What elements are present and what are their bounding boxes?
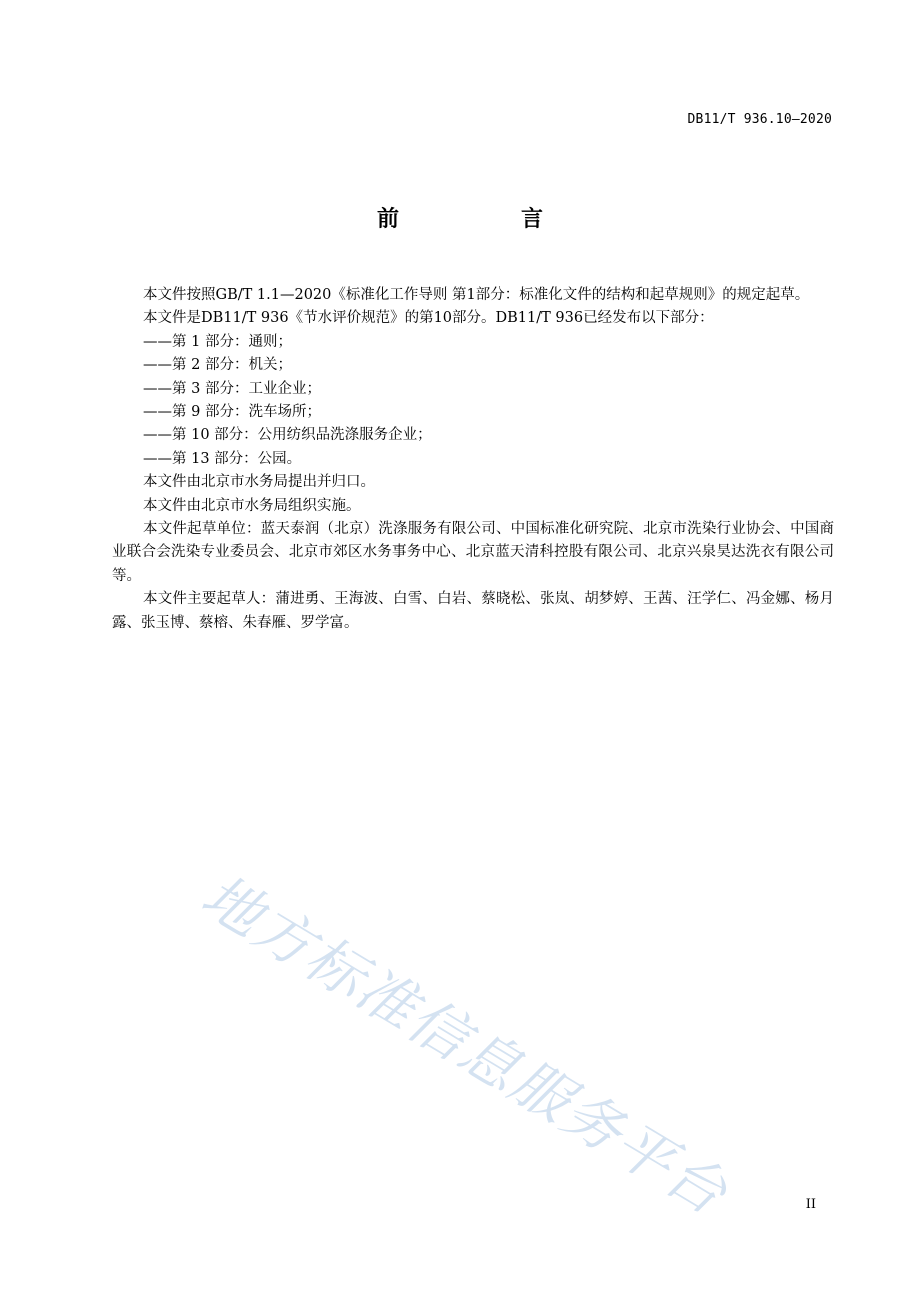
paragraph-drafters: 本文件主要起草人：蒲进勇、王海波、白雪、白岩、蔡晓松、张岚、胡梦婷、王茜、汪学仁、冯金娜、杨月露、张玉博、蔡榕、朱春雁、罗学富。 (112, 591, 834, 631)
list-item: ——第 2 部分：机关； (143, 357, 292, 374)
list-item: ——第 9 部分：洗车场所； (143, 404, 321, 421)
page-number: II (805, 1197, 816, 1212)
watermark: 地方标准信息服务平台 (190, 861, 740, 1229)
document-code: DB11/T 936.10—2020 (687, 112, 832, 127)
paragraph-proposer: 本文件由北京市水务局提出并归口。 (143, 474, 375, 491)
list-item: ——第 3 部分：工业企业； (143, 380, 321, 397)
page-title: 前 言 (376, 207, 593, 232)
paragraph-drafting-basis: 本文件按照GB/T 1.1—2020《标准化工作导则 第1部分：标准化文件的结构和起草规则》的规定起草。 (143, 287, 810, 303)
paragraph-implementer: 本文件由北京市水务局组织实施。 (143, 497, 361, 514)
list-item: ——第 10 部分：公用纺织品洗涤服务企业； (143, 427, 432, 444)
list-item: ——第 1 部分：通则； (143, 333, 292, 350)
paragraph-drafting-units: 本文件起草单位：蓝天泰润（北京）洗涤服务有限公司、中国标准化研究院、北京市洗染行业协会、中国商业联合会洗染专业委员会、北京市郊区水务事务中心、北京蓝天清科控股有限公司、北京兴泉昊达洗衣有限公司等。 (112, 521, 834, 584)
paragraph-series-info: 本文件是DB11/T 936《节水评价规范》的第10部分。DB11/T 936已经发布以下部分： (143, 310, 714, 327)
preface-body (112, 284, 834, 635)
list-item: ——第 13 部分：公园。 (143, 450, 302, 467)
